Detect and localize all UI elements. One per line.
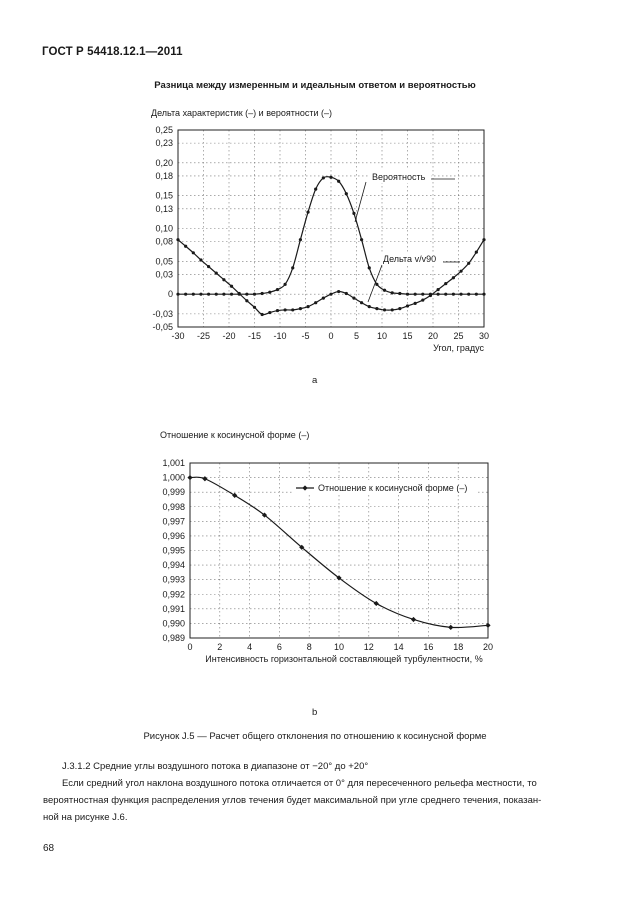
y-tick-label: 0,20 [155,157,173,168]
data-point-probability [230,293,233,296]
y-tick-label: 0,25 [155,125,173,135]
chart-b [0,380,630,680]
data-point-probability [421,293,424,296]
data-point-delta [437,288,440,291]
data-point-cosine-ratio [232,493,237,498]
y-tick-label: 0,990 [162,618,185,629]
y-tick-label: 1,000 [162,472,185,483]
x-tick-label: 15 [402,331,413,341]
data-point-probability [299,238,302,241]
x-tick-label: -10 [273,331,287,341]
x-tick-label: 0 [187,642,193,652]
data-point-delta [253,306,256,309]
data-point-probability [452,293,455,296]
data-point-probability [276,288,279,291]
x-tick-label: 2 [217,642,223,652]
y-tick-label: 0,23 [155,138,173,149]
data-point-probability [337,180,340,183]
x-tick-label: 8 [306,642,312,652]
data-point-probability [176,293,179,296]
data-point-delta [230,285,233,288]
x-tick-label: 12 [363,642,374,652]
data-point-delta [429,294,432,297]
data-point-probability [322,176,325,179]
y-tick-label: 0,05 [155,256,173,267]
data-point-delta [352,297,355,300]
data-point-delta [459,270,462,273]
chart-a-y-label: Дельта характеристик (–) и вероятности (–) [151,108,333,118]
data-point-cosine-ratio [187,475,192,480]
x-tick-label: 20 [427,331,439,341]
data-point-delta [475,251,478,254]
data-point-probability [329,176,332,179]
data-point-probability [215,293,218,296]
data-point-probability [414,293,417,296]
data-point-delta [391,308,394,311]
data-point-probability [437,293,440,296]
y-tick-label: 0,994 [162,560,185,571]
data-point-probability [360,238,363,241]
y-tick-label: 0,18 [155,170,173,181]
data-point-delta [375,307,378,310]
data-point-delta [261,313,264,316]
data-point-delta [322,297,325,300]
x-axis-label: Интенсивность горизонтальной составляющей турбулентности, % [205,654,483,664]
data-point-delta [284,308,287,311]
data-point-probability [352,212,355,215]
data-point-probability [253,293,256,296]
data-point-delta [176,238,179,241]
y-tick-label: 0,10 [155,223,173,234]
data-point-probability [192,293,195,296]
y-tick-label: 0,991 [162,603,185,614]
y-tick-label: 0,993 [162,574,185,585]
data-point-delta [306,305,309,308]
paragraph-line-3: ной на рисунке J.6. [43,812,128,823]
chart-a [0,0,630,380]
data-point-probability [261,292,264,295]
y-tick-label: 0,15 [155,190,173,201]
data-point-delta [299,307,302,310]
data-point-delta [238,292,241,295]
x-tick-label: -20 [222,331,236,341]
data-point-delta [192,251,195,254]
data-point-delta [268,311,271,314]
data-point-delta [467,262,470,265]
page-number: 68 [43,843,55,854]
paragraph-heading: J.3.1.2 Средние углы воздушного потока в диапазоне от −20° до +20° [62,761,369,772]
paragraph-line-1: Если средний угол наклона воздушного потока отличается от 0° для пересеченного рельефа местности, то [62,778,537,789]
x-tick-label: -5 [301,331,310,341]
figure-a-letter: a [312,375,318,386]
y-tick-label: 0,998 [162,501,185,512]
document-header: ГОСТ Р 54418.12.1—2011 [42,46,183,58]
figure-b-letter: b [312,707,318,718]
x-tick-label: 14 [393,642,404,652]
x-tick-label: 5 [353,331,360,341]
data-point-probability [222,293,225,296]
y-tick-label: 0,13 [155,203,173,214]
x-tick-label: 16 [423,642,434,652]
x-tick-label: 25 [453,331,464,341]
data-point-probability [314,188,317,191]
data-point-delta [245,299,248,302]
data-point-delta [337,290,340,293]
x-tick-label: 30 [478,331,490,341]
data-point-delta [482,238,485,241]
data-point-delta [207,265,210,268]
annotation-probability: Вероятность [372,172,426,182]
data-point-probability [444,293,447,296]
data-point-probability [306,210,309,213]
x-tick-label: 10 [333,642,345,652]
data-point-delta [398,307,401,310]
data-point-cosine-ratio [202,476,207,481]
y-tick-label: 0,992 [162,589,185,600]
data-point-probability [475,293,478,296]
x-tick-label: -30 [171,331,185,341]
data-point-delta [360,301,363,304]
data-point-probability [207,293,210,296]
y-tick-label: 0 [167,289,173,300]
data-point-cosine-ratio [374,601,379,606]
data-point-probability [398,292,401,295]
data-point-probability [406,293,409,296]
data-point-cosine-ratio [411,617,416,622]
data-point-probability [368,266,371,269]
data-point-probability [383,289,386,292]
y-tick-label: 0,08 [155,236,173,247]
y-tick-label: 0,999 [162,487,185,498]
x-tick-label: 0 [328,331,334,341]
figure-a-title: Разница между измеренным и идеальным ответом и вероятностью [154,80,476,91]
data-point-delta [291,308,294,311]
data-point-delta [184,245,187,248]
y-tick-label: 0,997 [162,516,185,527]
data-point-delta [215,272,218,275]
data-point-cosine-ratio [448,625,453,630]
y-tick-label: 0,03 [155,269,173,280]
data-point-probability [345,192,348,195]
legend-label: Отношение к косинусной форме (–) [318,483,468,493]
paragraph-line-2: вероятностная функция распределения углов течения будет максимальной при угле среднего течения, показан- [43,795,542,806]
y-tick-label: 0,996 [162,530,185,541]
annotation-delta: Дельта v/v90 [383,254,437,264]
x-tick-label: -25 [196,331,211,341]
data-point-delta [406,304,409,307]
figure-caption: Рисунок J.5 — Расчет общего отклонения по отношению к косинусной форме [143,731,487,742]
data-point-delta [414,302,417,305]
data-point-probability [199,293,202,296]
data-point-probability [284,283,287,286]
y-tick-label: -0,03 [152,308,173,319]
chart-b-y-label: Отношение к косинусной форме (–) [160,430,310,440]
x-tick-label: 18 [453,642,464,652]
y-tick-label: 0,989 [162,633,185,643]
data-point-probability [268,291,271,294]
data-point-probability [482,293,485,296]
data-point-delta [421,298,424,301]
data-point-probability [375,283,378,286]
x-axis-label: Угол, градус [433,343,484,353]
data-point-delta [383,308,386,311]
x-tick-label: 6 [276,642,282,652]
data-point-delta [329,293,332,296]
data-point-probability [184,293,187,296]
data-point-delta [199,258,202,261]
y-tick-label: 0,995 [162,545,185,556]
data-point-probability [459,293,462,296]
y-tick-label: -0,05 [152,322,173,332]
x-tick-label: -15 [247,331,262,341]
y-tick-label: 1,001 [162,458,185,468]
data-point-probability [245,293,248,296]
data-point-probability [391,291,394,294]
data-point-delta [314,301,317,304]
data-point-delta [452,276,455,279]
data-point-delta [222,278,225,281]
x-tick-label: 10 [376,331,388,341]
data-point-delta [444,282,447,285]
data-point-delta [276,309,279,312]
data-point-delta [345,292,348,295]
data-point-probability [467,293,470,296]
x-tick-label: 20 [482,642,494,652]
data-point-probability [291,266,294,269]
x-tick-label: 4 [247,642,253,652]
data-point-delta [368,305,371,308]
